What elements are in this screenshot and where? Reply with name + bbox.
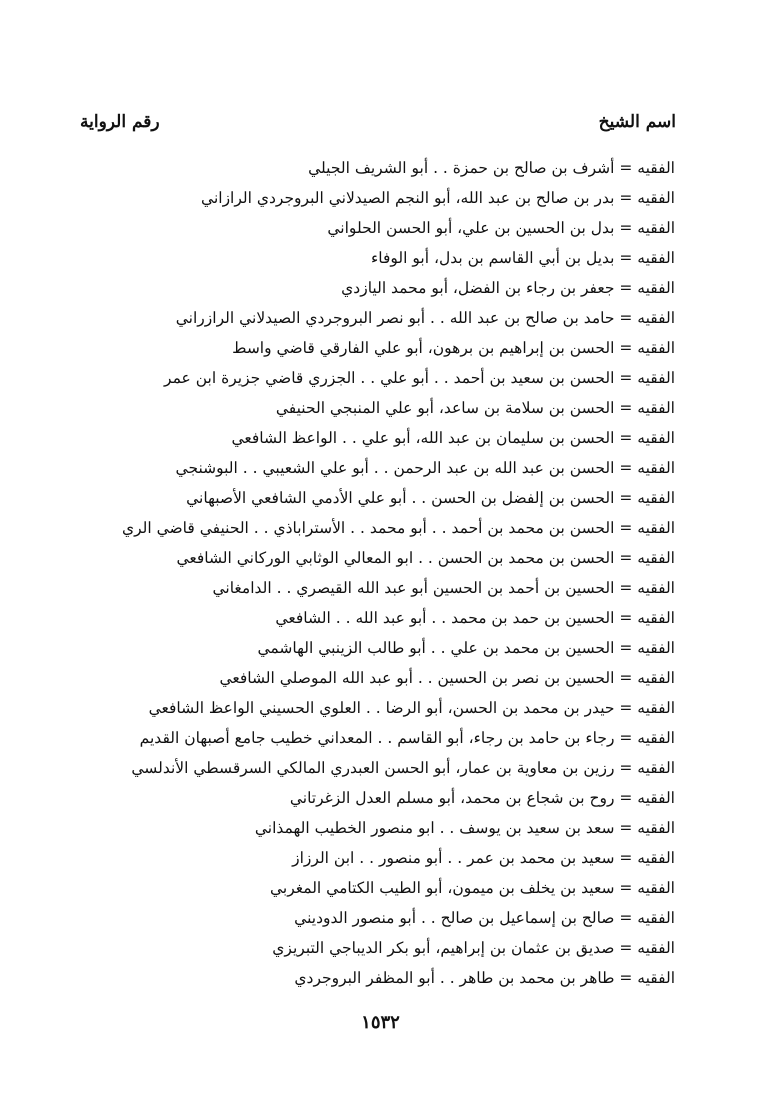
sheikh-entry: الفقيه = حامد بن صالح بن عبد الله . . أبو نصر البروجردي الصيدلاني الرازراني xyxy=(175,309,675,327)
sheikh-entry: الفقيه = صالح بن إسماعيل بن صالح . . أبو منصور الدوديني xyxy=(294,909,675,927)
sheikh-entry: الفقيه = حيدر بن محمد بن الحسن، أبو الرضا . . العلوي الحسيني الواعظ الشافعي xyxy=(148,699,675,717)
sheikh-entry: الفقيه = بدر بن صالح بن عبد الله، أبو النجم الصيدلاني البروجردي الرازاني xyxy=(201,189,675,207)
sheikh-entry: الفقيه = جعفر بن رجاء بن الفضل، أبو محمد اليازدي xyxy=(341,279,675,297)
sheikh-entry: الفقيه = رجاء بن حامد بن رجاء، أبو القاسم . . المعداني خطيب جامع أصبهان القديم xyxy=(139,729,675,747)
page-number: ١٥٣٢ xyxy=(361,1012,400,1033)
sheikh-entry: الفقيه = طاهر بن محمد بن طاهر . . أبو المظفر البروجردي xyxy=(294,969,675,987)
sheikh-entry: الفقيه = صديق بن عثمان بن إبراهيم، أبو بكر الديباجي التبريزي xyxy=(272,939,675,957)
sheikh-entry: الفقيه = الحسين بن أحمد بن الحسين أبو عبد الله القيصري . . الدامغاني xyxy=(212,579,675,597)
sheikh-entry: الفقيه = سعد بن سعيد بن يوسف . . ابو منصور الخطيب الهمذاني xyxy=(254,819,675,837)
sheikh-entry: الفقيه = سعيد بن يخلف بن ميمون، أبو الطيب الكتامي المغربي xyxy=(269,879,675,897)
sheikh-entry: الفقيه = أشرف بن صالح بن حمزة . . أبو الشريف الجيلي xyxy=(308,159,675,177)
sheikh-entry: الفقيه = الحسين بن حمد بن محمد . . أبو عبد الله . . الشافعي xyxy=(275,609,675,627)
sheikh-entry: الفقيه = الحسن بن سعيد بن أحمد . . أبو علي . . الجزري قاضي جزيرة ابن عمر xyxy=(164,369,675,387)
sheikh-entry: الفقيه = الحسين بن محمد بن علي . . أبو طالب الزينبي الهاشمي xyxy=(257,639,675,657)
sheikh-entry: الفقيه = الحسن بن إبراهيم بن برهون، أبو علي الفارقي قاضي واسط xyxy=(232,339,675,357)
sheikh-entry: الفقيه = سعيد بن محمد بن عمر . . أبو منصور . . ابن الرزاز xyxy=(292,849,675,867)
sheikh-entry: الفقيه = الحسن بن سليمان بن عبد الله، أبو علي . . الواعظ الشافعي xyxy=(231,429,675,447)
sheikh-entry: الفقيه = روح بن شجاع بن محمد، أبو مسلم العدل الزغرتاني xyxy=(289,789,675,807)
column-header xyxy=(80,112,676,142)
sheikh-entry: الفقيه = الحسن بن إلفضل بن الحسن . . أبو علي الأدمي الشافعي الأصبهاني xyxy=(186,489,675,507)
narration-number-column-label: رقم الرواية xyxy=(80,112,160,132)
sheikh-name-column-label: اسم الشيخ xyxy=(598,112,676,132)
sheikh-entry: الفقيه = الحسن بن عبد الله بن عبد الرحمن . . أبو علي الشعيبي . . البوشنجي xyxy=(175,459,675,477)
sheikh-entry: الفقيه = الحسن بن محمد بن الحسن . . ابو المعالي الوثابي الوركاني الشافعي xyxy=(176,549,675,567)
sheikh-entry: الفقيه = بديل بن أبي القاسم بن بدل، أبو الوفاء xyxy=(371,249,675,267)
sheikh-entry: الفقيه = الحسن بن سلامة بن ساعد، أبو علي المنبجي الحنيفي xyxy=(275,399,675,417)
sheikh-entry: الفقيه = رزين بن معاوية بن عمار، أبو الحسن العبدري المالكي السرقسطي الأندلسي xyxy=(131,759,675,777)
sheikh-entry: الفقيه = الحسين بن نصر بن الحسين . . أبو عبد الله الموصلي الشافعي xyxy=(219,669,675,687)
sheikh-entry: الفقيه = الحسن بن محمد بن أحمد . . أبو محمد . . الأستراباذي . . الحنيفي قاضي الري xyxy=(121,519,675,537)
sheikh-list xyxy=(75,153,675,993)
sheikh-entry: الفقيه = بدل بن الحسين بن علي، أبو الحسن الحلواني xyxy=(327,219,675,237)
